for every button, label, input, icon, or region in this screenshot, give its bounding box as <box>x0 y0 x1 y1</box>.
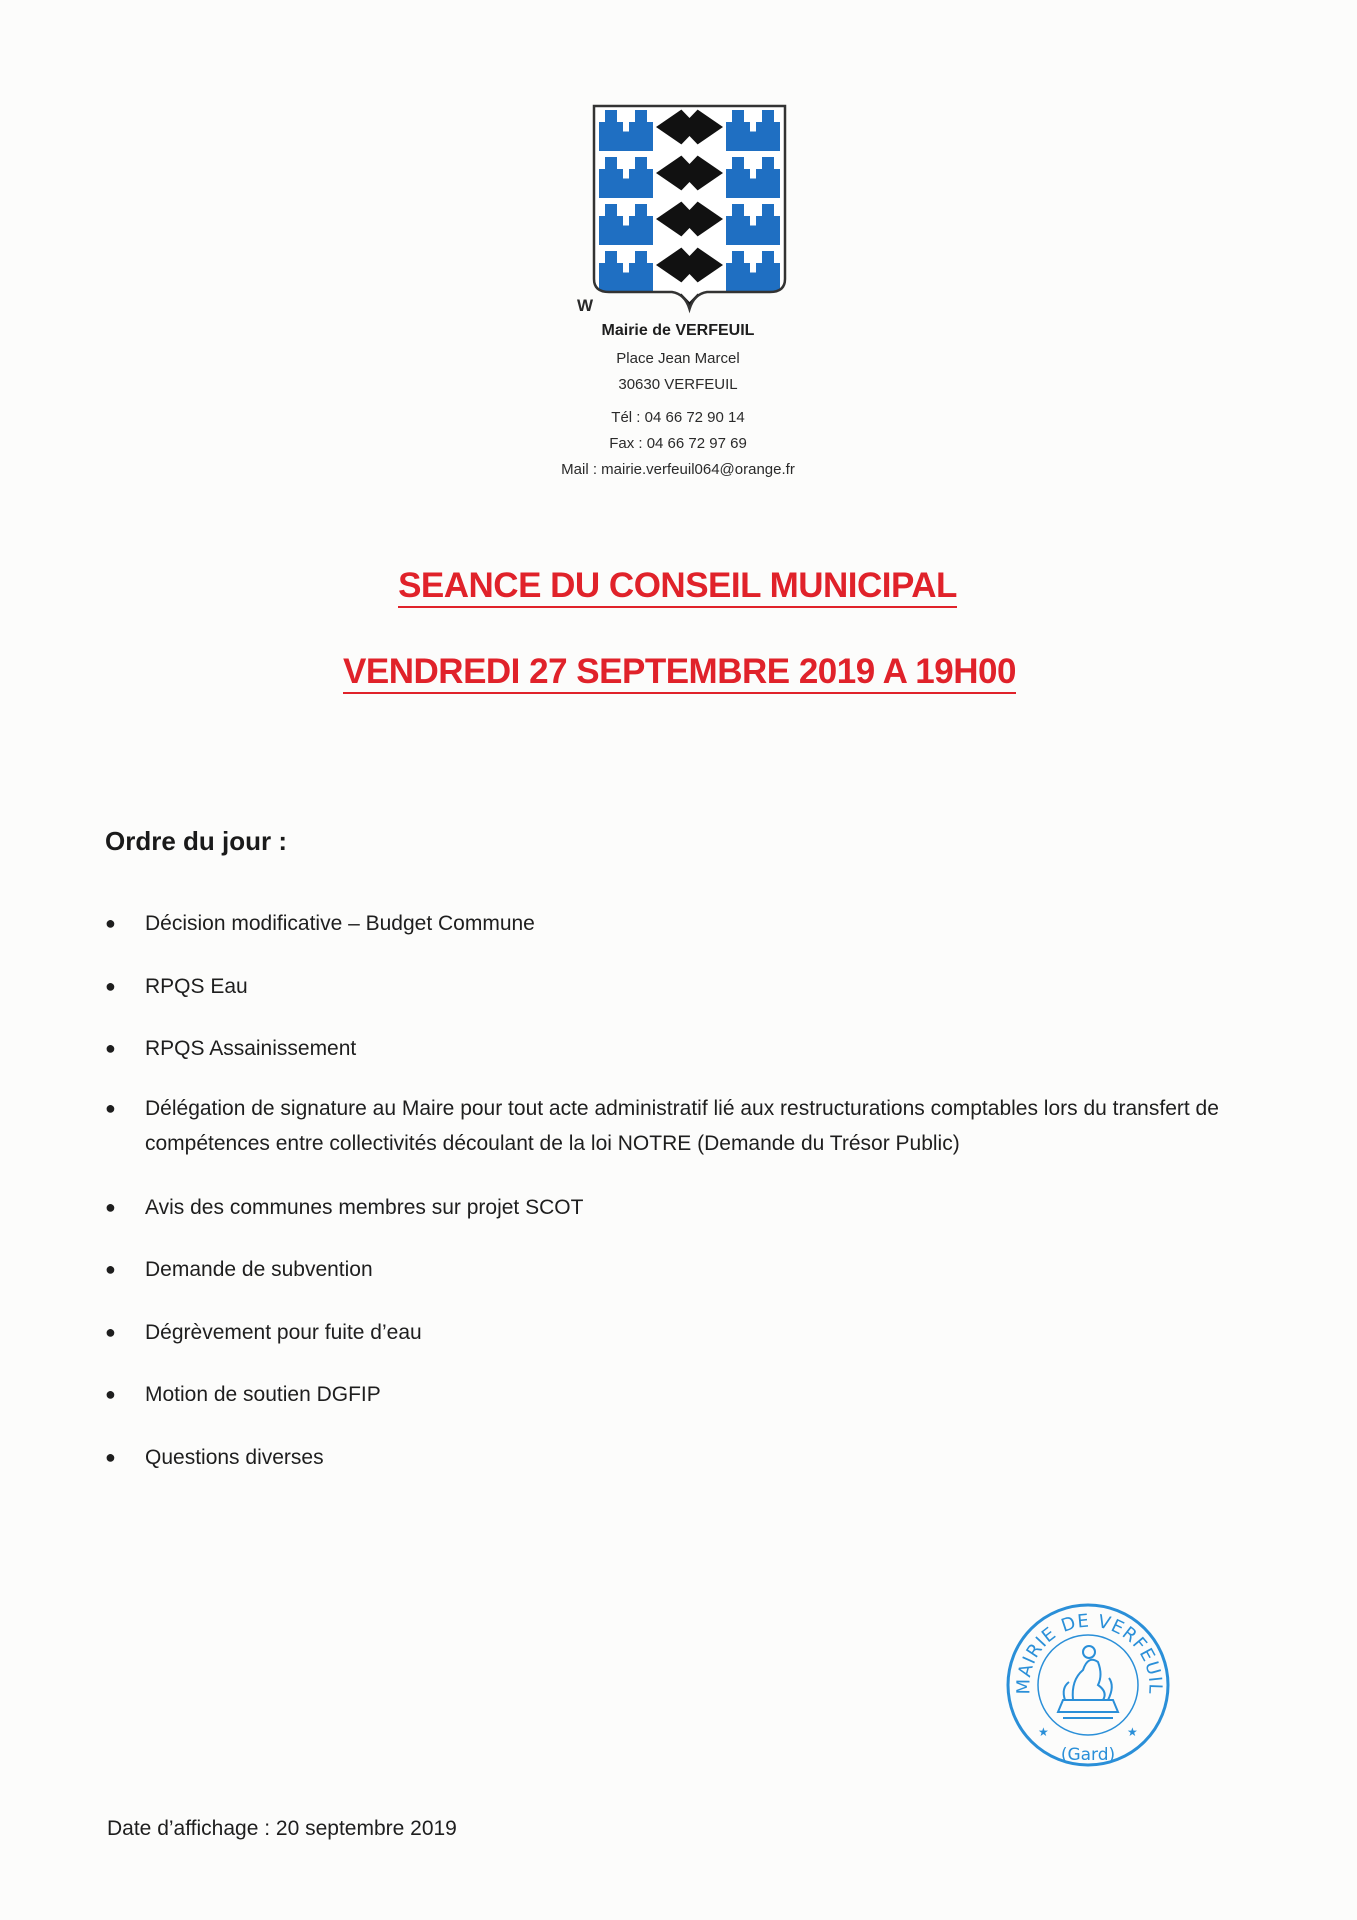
mairie-phone: Tél : 04 66 72 90 14 <box>611 409 745 426</box>
bullet-icon: ● <box>105 1197 116 1217</box>
crest-letter: W <box>577 296 594 315</box>
stamp-subtext: (Gard) <box>1060 1745 1116 1765</box>
session-date-title <box>1 652 1357 692</box>
agenda-item <box>105 906 1235 941</box>
posting-date: Date d’affichage : 20 septembre 2019 <box>107 1817 457 1840</box>
agenda-item <box>105 1190 1235 1225</box>
agenda-item-text: Questions diverses <box>145 1446 324 1469</box>
agenda-item <box>105 1315 1235 1350</box>
mairie-name: Mairie de VERFEUIL <box>601 322 755 339</box>
agenda-item-text: RPQS Eau <box>145 975 248 998</box>
mairie-email: Mail : mairie.verfeuil064@orange.fr <box>561 461 795 478</box>
agenda-item-text: Demande de subvention <box>145 1258 373 1281</box>
mairie-city: 30630 VERFEUIL <box>618 376 738 393</box>
agenda-item <box>105 1091 1235 1161</box>
agenda-item <box>105 1031 1235 1066</box>
bullet-icon: ● <box>105 1259 116 1279</box>
bullet-icon: ● <box>105 1322 116 1342</box>
agenda-item-text: Avis des communes membres sur projet SCOT <box>145 1196 584 1219</box>
agenda-item <box>105 969 1235 1004</box>
agenda-item-text: Décision modificative – Budget Commune <box>145 912 535 935</box>
star-icon: ★ <box>1038 1725 1049 1739</box>
stamp-text: MAIRIE DE VERFEUIL <box>1013 1610 1166 1696</box>
bullet-icon: ● <box>105 913 116 933</box>
session-title-text: SEANCE DU CONSEIL MUNICIPAL <box>398 566 957 608</box>
agenda-item <box>105 1440 1235 1475</box>
bullet-icon: ● <box>105 1447 116 1467</box>
agenda-item-text: Délégation de signature au Maire pour tout acte administratif lié aux restructurations comptables lors du transfert de compétences entre collectivités découlant de la loi NOTRE (Demande du Trésor Public) <box>145 1097 1219 1155</box>
bullet-icon: ● <box>105 976 116 996</box>
agenda-item-text: Motion de soutien DGFIP <box>145 1383 381 1406</box>
session-date-text: VENDREDI 27 SEPTEMBRE 2019 A 19H00 <box>343 652 1016 694</box>
coat-of-arms-logo <box>592 104 787 314</box>
bullet-icon: ● <box>105 1098 116 1118</box>
agenda-item-text: Dégrèvement pour fuite d’eau <box>145 1321 422 1344</box>
agenda-item-text: RPQS Assainissement <box>145 1037 357 1060</box>
official-stamp <box>1003 1600 1173 1770</box>
mairie-address: Place Jean Marcel <box>616 350 740 367</box>
star-icon: ★ <box>1127 1725 1138 1739</box>
session-title <box>0 566 1356 606</box>
agenda-item <box>105 1377 1235 1412</box>
bullet-icon: ● <box>105 1384 116 1404</box>
bullet-icon: ● <box>105 1038 116 1058</box>
agenda-item <box>105 1252 1235 1287</box>
mairie-fax: Fax : 04 66 72 97 69 <box>609 435 747 452</box>
agenda-heading: Ordre du jour : <box>105 826 287 856</box>
